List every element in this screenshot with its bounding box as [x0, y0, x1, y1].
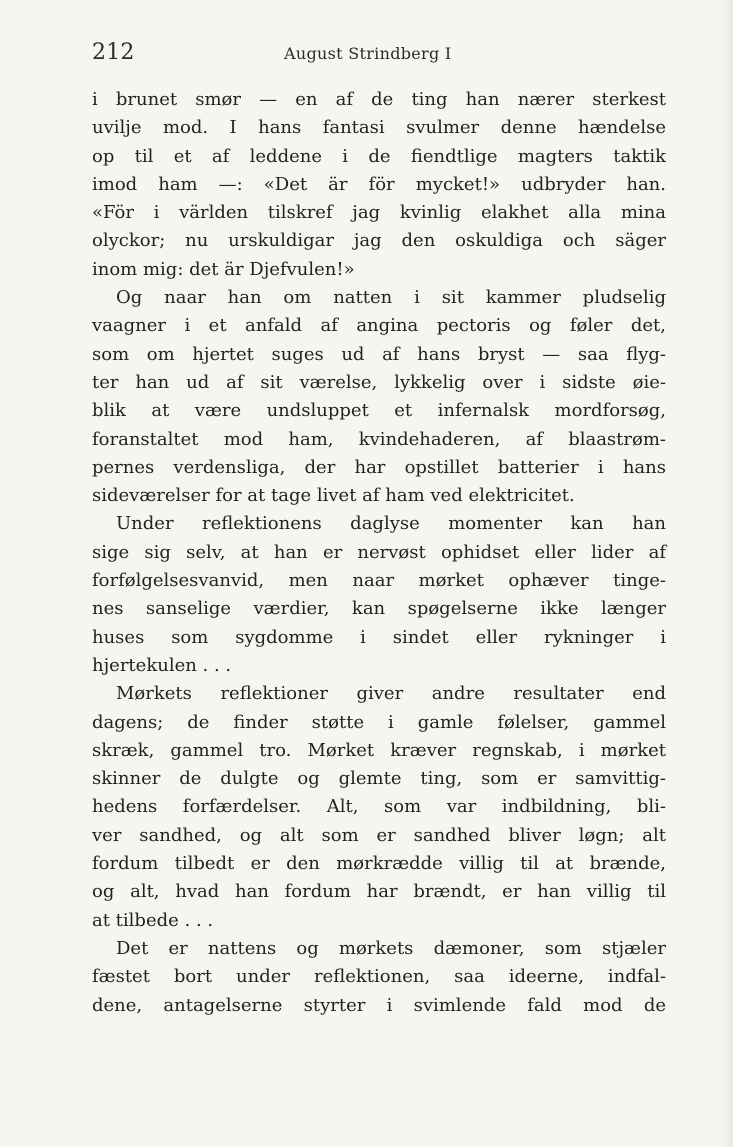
text-line: fæstet bort under reflektionen, saa ideerne, indfal-	[92, 966, 666, 988]
text-line: fordum tilbedt er den mørkrædde villig til at brænde,	[92, 853, 666, 875]
text-line: skinner de dulgte og glemte ting, som er samvittig-	[92, 768, 666, 790]
text-line: Mørkets reflektioner giver andre resultater end	[116, 683, 666, 705]
body-text	[92, 86, 666, 1020]
text-line: Det er nattens og mørkets dæmoner, som stjæler	[116, 937, 666, 959]
text-line: pernes verdensliga, der har opstillet batterier i hans	[92, 456, 666, 478]
text-line: dagens; de finder støtte i gamle følelser, gammel	[92, 711, 666, 733]
text-line: op til et af leddene i de fiendtlige magters taktik	[92, 145, 666, 167]
text-line: som om hjertet suges ud af hans bryst — saa flyg-	[92, 343, 666, 365]
text-line: foranstaltet mod ham, kvindehaderen, af blaastrøm-	[92, 428, 666, 450]
text-line: hjertekulen . . .	[92, 654, 232, 676]
text-line: ter han ud af sit værelse, lykkelig over i sidste øie-	[92, 371, 666, 393]
text-line: dene, antagelserne styrter i svimlende fald mod de	[92, 994, 666, 1016]
text-line: inom mig: det är Djefvulen!»	[92, 258, 355, 280]
text-line: forfølgelsesvanvid, men naar mørket ophæver tinge-	[92, 570, 666, 592]
text-line: Under reflektionens daglyse momenter kan han	[116, 513, 666, 535]
text-line: imod ham —: «Det är för mycket!» udbryder han.	[92, 173, 666, 195]
text-line: Og naar han om natten i sit kammer pludselig	[116, 287, 666, 309]
page-edge-shadow	[723, 0, 733, 1147]
text-line: blik at være undsluppet et infernalsk mordforsøg,	[92, 400, 666, 422]
page-number: 212	[92, 40, 135, 65]
text-line: i brunet smør — en af de ting han nærer sterkest	[92, 89, 666, 110]
text-line: ver sandhed, og alt som er sandhed bliver løgn; alt	[92, 824, 666, 846]
text-line: sige sig selv, at han er nervøst ophidset eller lider af	[92, 541, 666, 563]
text-line: uvilje mod. I hans fantasi svulmer denne hændelse	[92, 117, 666, 139]
text-line: at tilbede . . .	[92, 909, 214, 931]
text-line: huses som sygdomme i sindet eller rykninger i	[92, 626, 666, 648]
text-line: sideværelser for at tage livet af ham ved elektricitet.	[92, 485, 575, 507]
text-line: hedens forfærdelser. Alt, som var indbildning, bli-	[92, 796, 666, 818]
page-header	[92, 40, 662, 72]
text-line: nes sanselige værdier, kan spøgelserne ikke længer	[92, 598, 666, 620]
running-head: August Strindberg I	[284, 44, 452, 63]
text-line: vaagner i et anfald af angina pectoris og føler det,	[92, 315, 666, 337]
text-line: «För i världen tilskref jag kvinlig elakhet alla mina	[92, 202, 666, 224]
text-line: og alt, hvad han fordum har brændt, er han villig til	[92, 881, 666, 903]
text-line: skræk, gammel tro. Mørket kræver regnskab, i mørket	[92, 739, 666, 761]
text-line: olyckor; nu urskuldigar jag den oskuldiga och säger	[92, 230, 666, 252]
